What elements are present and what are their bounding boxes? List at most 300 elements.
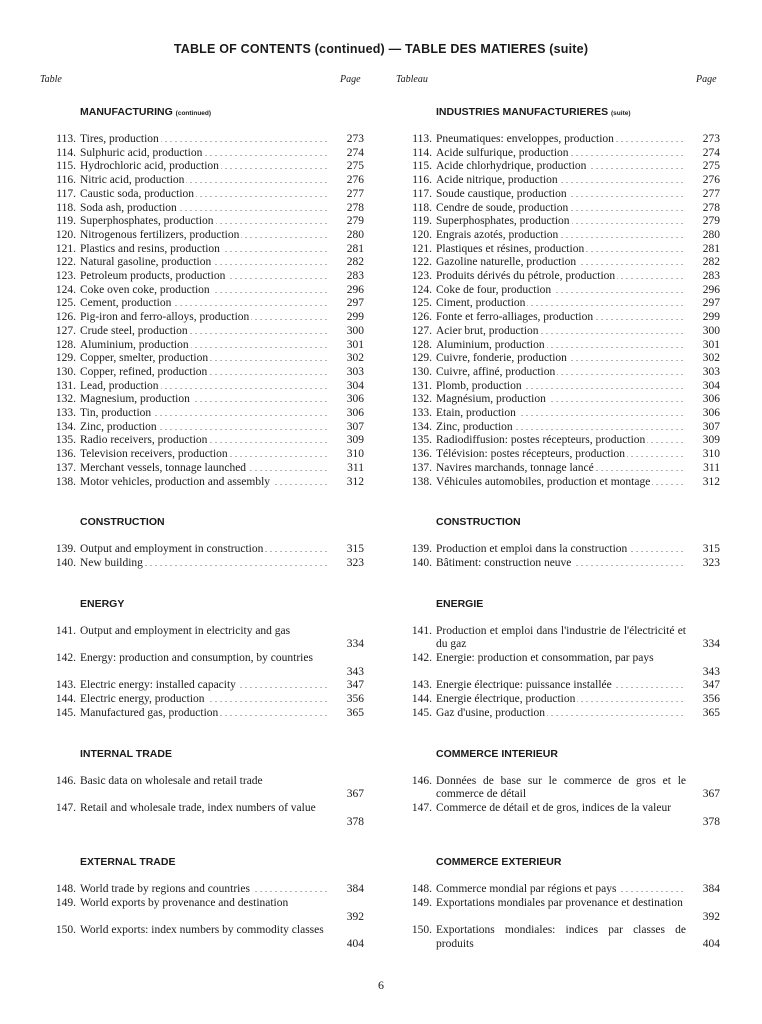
toc-entry[interactable] <box>40 339 364 353</box>
entry-number: 139. <box>411 543 432 556</box>
toc-entry[interactable] <box>40 707 364 721</box>
entry-title: Merchant vessels, tonnage launched . . . <box>80 462 330 476</box>
entry-title: Plomb, production . . . <box>436 380 686 394</box>
french-column <box>396 104 720 952</box>
entry-page: 278 <box>346 201 364 214</box>
entry-page: 282 <box>702 256 720 269</box>
entry-number: 115. <box>56 160 76 173</box>
entry-title: Energie: production et consommation, par pays <box>436 652 654 665</box>
entry-title: Navires marchands, tonnage lancé . . . <box>436 462 686 476</box>
entry-number: 122. <box>55 256 76 269</box>
entry-number: 125. <box>55 297 76 310</box>
section-title-suffix: (suite) <box>611 110 631 117</box>
toc-entry[interactable] <box>40 802 364 829</box>
entry-page: 310 <box>702 448 720 461</box>
entry-number: 150. <box>55 924 76 937</box>
entry-page: 283 <box>346 270 364 283</box>
entry-title: Electric energy: installed capacity . . . <box>80 679 330 693</box>
toc-entry[interactable] <box>396 707 720 721</box>
toc-entry[interactable] <box>40 366 364 380</box>
entry-title: Lead, production . . . <box>80 380 330 394</box>
entry-title: Fonte et ferro-alliages, production . . . <box>436 311 686 325</box>
section-title <box>436 514 720 530</box>
section-title <box>80 854 364 870</box>
entry-number: 129. <box>411 352 432 365</box>
section-title <box>436 854 720 870</box>
section-title <box>80 104 364 120</box>
toc-entry[interactable] <box>396 160 720 174</box>
toc-entry[interactable] <box>40 883 364 897</box>
entry-page: 301 <box>702 338 720 351</box>
toc-entry[interactable] <box>396 625 720 652</box>
toc-entry[interactable] <box>396 476 720 490</box>
toc-entry[interactable] <box>40 352 364 366</box>
entry-title: Nitric acid, production . . . <box>80 174 330 188</box>
toc-entry[interactable] <box>40 679 364 693</box>
entry-page: 392 <box>346 910 364 923</box>
entry-page: 279 <box>702 215 720 228</box>
section-energy <box>40 596 364 721</box>
entry-number: 120. <box>411 228 432 241</box>
entry-page: 356 <box>702 693 720 706</box>
entry-number: 127. <box>55 324 76 337</box>
entry-page: 282 <box>346 256 364 269</box>
toc-entry[interactable] <box>40 434 364 448</box>
toc-entry[interactable] <box>40 188 364 202</box>
entry-number: 113. <box>56 133 76 145</box>
entry-title: Etain, production . . . <box>436 407 686 421</box>
entry-number: 145. <box>411 706 432 719</box>
entry-number: 140. <box>55 556 76 569</box>
toc-entry[interactable] <box>40 284 364 298</box>
toc-entry[interactable] <box>40 256 364 270</box>
entry-page: 392 <box>702 910 720 923</box>
toc-entry[interactable] <box>40 476 364 490</box>
entry-page: 312 <box>346 475 364 488</box>
entry-title: Copper, smelter, production . . . <box>80 352 330 366</box>
entry-page: 274 <box>702 146 720 159</box>
entry-page: 306 <box>702 407 720 420</box>
entry-title: Energie électrique, production . . . <box>436 693 686 707</box>
section-external-trade <box>40 854 364 951</box>
toc-entry[interactable] <box>40 407 364 421</box>
entry-title: Crude steel, production . . . <box>80 325 330 339</box>
entry-title: Acide chlorhydrique, production . . . <box>436 160 686 174</box>
section-title-text: ENERGY <box>80 597 125 610</box>
entry-number: 122. <box>411 256 432 269</box>
toc-entry[interactable] <box>396 133 720 147</box>
entry-number: 146. <box>411 774 432 787</box>
toc-entry[interactable] <box>396 434 720 448</box>
entry-page: 297 <box>702 297 720 310</box>
toc-entry[interactable] <box>40 270 364 284</box>
entry-number: 139. <box>55 543 76 556</box>
entry-page: 278 <box>702 201 720 214</box>
entry-number: 148. <box>411 883 432 896</box>
entry-title: Retail and wholesale trade, index numbers of value <box>80 801 316 814</box>
entry-title: Véhicules automobiles, production et montage . . . <box>436 476 686 490</box>
entry-number: 116. <box>412 174 432 187</box>
entry-title: Output and employment in electricity and gas <box>80 624 291 637</box>
entry-number: 144. <box>55 693 76 706</box>
english-column <box>40 104 364 952</box>
entry-page: 302 <box>702 352 720 365</box>
entry-number: 126. <box>411 311 432 324</box>
section-title-text: EXTERNAL TRADE <box>80 856 176 869</box>
entry-number: 119. <box>412 215 432 228</box>
entry-page: 283 <box>702 270 720 283</box>
entry-title: Basic data on wholesale and retail trade <box>80 774 263 787</box>
toc-entry[interactable] <box>396 421 720 435</box>
toc-entry[interactable] <box>40 297 364 311</box>
entry-page: 273 <box>702 133 720 145</box>
entry-page: 281 <box>702 242 720 255</box>
toc-entry[interactable] <box>40 625 364 652</box>
entry-number: 135. <box>411 434 432 447</box>
entry-number: 144. <box>411 693 432 706</box>
section-title-text: COMMERCE INTERIEUR <box>436 747 558 760</box>
entry-number: 147. <box>411 801 432 814</box>
entry-title: Superphosphates, production . . . <box>436 215 686 229</box>
section-title-text: CONSTRUCTION <box>80 516 165 529</box>
entry-title: Magnesium, production . . . <box>80 393 330 407</box>
entry-title: Gazoline naturelle, production . . . <box>436 256 686 270</box>
section-construction <box>40 514 364 570</box>
toc-entry[interactable] <box>40 652 364 679</box>
entry-title: Manufactured gas, production . . . <box>80 707 330 721</box>
entry-number: 148. <box>55 883 76 896</box>
entry-title: Production et emploi dans la construction . . . <box>436 543 686 557</box>
entry-title: Cuivre, affiné, production . . . <box>436 366 686 380</box>
entry-page: 297 <box>346 297 364 310</box>
entry-title: Cuivre, fonderie, production . . . <box>436 352 686 366</box>
entry-number: 142. <box>411 652 432 665</box>
entry-number: 118. <box>412 201 432 214</box>
entry-page: 323 <box>346 556 364 569</box>
toc-entry[interactable] <box>396 147 720 161</box>
entry-number: 133. <box>411 407 432 420</box>
toc-entry[interactable] <box>40 202 364 216</box>
entry-number: 141. <box>411 624 432 637</box>
entry-title: Motor vehicles, production and assembly . . . <box>80 476 330 490</box>
toc-entry[interactable] <box>396 652 720 679</box>
entry-page: 300 <box>346 324 364 337</box>
entry-page: 303 <box>702 365 720 378</box>
entry-page: 334 <box>346 638 364 651</box>
toc-entry[interactable] <box>396 380 720 394</box>
entry-page: 309 <box>346 434 364 447</box>
entry-number: 113. <box>412 133 432 145</box>
entry-page: 315 <box>702 543 720 556</box>
entry-title: Electric energy, production . . . <box>80 693 330 707</box>
toc-entry[interactable] <box>396 883 720 897</box>
toc-entry[interactable] <box>396 775 720 802</box>
entry-title: Commerce de détail et de gros, indices de la valeur <box>436 801 672 814</box>
entry-page: 306 <box>702 393 720 406</box>
entry-page: 306 <box>346 393 364 406</box>
toc-entry[interactable] <box>396 284 720 298</box>
section-energy <box>396 596 720 721</box>
entry-title: Energie électrique: puissance installée . . . <box>436 679 686 693</box>
section-manufacturing <box>396 104 720 489</box>
entry-title: Données de base sur le commerce de gros et le commerce de détail <box>436 774 686 801</box>
entry-number: 120. <box>55 228 76 241</box>
toc-entry[interactable] <box>40 160 364 174</box>
toc-entry[interactable] <box>396 215 720 229</box>
entry-number: 123. <box>55 270 76 283</box>
entry-page: 367 <box>346 788 364 801</box>
toc-entry[interactable] <box>40 215 364 229</box>
entry-title: Caustic soda, production . . . <box>80 188 330 202</box>
entry-title: Gaz d'usine, production . . . <box>436 707 686 721</box>
entry-number: 114. <box>412 146 432 159</box>
section-title-text: CONSTRUCTION <box>436 516 521 529</box>
entry-title: Petroleum products, production . . . <box>80 270 330 284</box>
section-title-text: MANUFACTURING <box>80 106 173 118</box>
entry-page: 315 <box>346 543 364 556</box>
section-title <box>80 746 364 762</box>
toc-entry[interactable] <box>396 462 720 476</box>
entry-title: Radiodiffusion: postes récepteurs, production . . . <box>436 434 686 448</box>
entry-title: Soda ash, production . . . <box>80 202 330 216</box>
toc-entry[interactable] <box>40 243 364 257</box>
entry-title: Commerce mondial par régions et pays . . . <box>436 883 686 897</box>
entry-title: Soude caustique, production . . . <box>436 188 686 202</box>
section-external-trade <box>396 854 720 951</box>
toc-entry[interactable] <box>396 188 720 202</box>
toc-entry[interactable] <box>40 924 364 951</box>
entry-title: Tires, production . . . <box>80 133 330 147</box>
toc-entry[interactable] <box>40 133 364 147</box>
entry-title: Production et emploi dans l'industrie de l'électricité et du gaz <box>436 624 686 651</box>
entry-page: 277 <box>346 187 364 200</box>
page-title: TABLE OF CONTENTS (continued) — TABLE DES MATIERES (suite) <box>173 42 589 56</box>
toc-entry[interactable] <box>396 297 720 311</box>
entry-page: 311 <box>703 461 720 474</box>
entry-number: 136. <box>411 448 432 461</box>
toc-entry[interactable] <box>40 380 364 394</box>
toc-entry[interactable] <box>40 448 364 462</box>
toc-entry[interactable] <box>40 693 364 707</box>
entry-page: 356 <box>346 693 364 706</box>
entry-number: 147. <box>55 801 76 814</box>
toc-entry[interactable] <box>40 462 364 476</box>
entry-page: 307 <box>702 420 720 433</box>
toc-entry[interactable] <box>396 229 720 243</box>
toc-entry[interactable] <box>40 775 364 802</box>
toc-entry[interactable] <box>396 366 720 380</box>
entry-page: 275 <box>702 160 720 173</box>
entry-page: 367 <box>702 788 720 801</box>
toc-entry[interactable] <box>40 325 364 339</box>
entry-title: Acide nitrique, production . . . <box>436 174 686 188</box>
toc-entry[interactable] <box>396 393 720 407</box>
entry-page: 302 <box>346 352 364 365</box>
entry-page: 274 <box>346 146 364 159</box>
entry-title: World exports: index numbers by commodity classes <box>80 924 324 937</box>
entry-number: 117. <box>56 187 76 200</box>
header-table-en: Table <box>40 74 62 85</box>
entry-title: Coke oven coke, production . . . <box>80 284 330 298</box>
entry-title: Energy: production and consumption, by countries <box>80 652 313 665</box>
toc-entry[interactable] <box>396 924 720 951</box>
header-page-en: Page <box>340 74 361 85</box>
entry-page: 307 <box>346 420 364 433</box>
section-title <box>80 514 364 530</box>
entry-page: 312 <box>702 475 720 488</box>
entry-title: Superphosphates, production . . . <box>80 215 330 229</box>
toc-entry[interactable] <box>396 270 720 284</box>
entry-number: 138. <box>55 475 76 488</box>
entry-number: 131. <box>411 379 432 392</box>
toc-entry[interactable] <box>396 802 720 829</box>
toc-entry[interactable] <box>40 557 364 571</box>
entry-page: 404 <box>346 938 364 951</box>
section-title-suffix: (continued) <box>175 110 212 117</box>
entry-title: Pneumatiques: enveloppes, production . . . <box>436 133 686 147</box>
toc-entry[interactable] <box>40 393 364 407</box>
entry-number: 131. <box>55 379 76 392</box>
toc-entry[interactable] <box>40 897 364 924</box>
toc-entry[interactable] <box>396 325 720 339</box>
entry-number: 143. <box>411 679 432 692</box>
entry-page: 384 <box>702 883 720 896</box>
entry-title: Output and employment in construction . . . <box>80 543 330 557</box>
entry-title: Acide sulfurique, production . . . <box>436 147 686 161</box>
entry-page: 296 <box>702 283 720 296</box>
section-manufacturing <box>40 104 364 489</box>
entry-number: 116. <box>56 174 76 187</box>
entry-title: Coke de four, production . . . <box>436 284 686 298</box>
entry-page: 301 <box>346 338 364 351</box>
entry-number: 135. <box>55 434 76 447</box>
entry-number: 145. <box>55 706 76 719</box>
entry-page: 275 <box>346 160 364 173</box>
entry-number: 133. <box>55 407 76 420</box>
entry-page: 334 <box>702 638 720 651</box>
entry-number: 123. <box>411 270 432 283</box>
toc-entry[interactable] <box>396 352 720 366</box>
entry-page: 304 <box>346 379 364 392</box>
entry-page: 404 <box>702 938 720 951</box>
entry-page: 299 <box>702 311 720 324</box>
entry-number: 136. <box>55 448 76 461</box>
entry-page: 304 <box>702 379 720 392</box>
entry-title: Exportations mondiales: indices par classes de produits <box>436 924 686 951</box>
entry-number: 124. <box>411 283 432 296</box>
entry-number: 146. <box>55 774 76 787</box>
entry-page: 300 <box>702 324 720 337</box>
toc-entry[interactable] <box>40 311 364 325</box>
entry-number: 140. <box>411 556 432 569</box>
entry-number: 137. <box>411 461 432 474</box>
toc-entry[interactable] <box>396 256 720 270</box>
section-title-text: ENERGIE <box>436 597 484 610</box>
entry-title: Bâtiment: construction neuve . . . <box>436 557 686 571</box>
toc-entry[interactable] <box>396 243 720 257</box>
section-construction <box>396 514 720 570</box>
toc-entry[interactable] <box>40 543 364 557</box>
entry-number: 150. <box>411 924 432 937</box>
entry-page: 384 <box>346 883 364 896</box>
entry-title: Cement, production . . . <box>80 297 330 311</box>
page-number: 6 <box>378 978 384 992</box>
entry-title: Hydrochloric acid, production . . . <box>80 160 330 174</box>
entry-title: Nitrogenous fertilizers, production . . . <box>80 229 330 243</box>
section-title-text: COMMERCE EXTERIEUR <box>436 856 562 869</box>
entry-number: 128. <box>411 338 432 351</box>
entry-number: 121. <box>411 242 432 255</box>
toc-entry[interactable] <box>396 448 720 462</box>
entry-number: 119. <box>56 215 76 228</box>
toc-entry[interactable] <box>40 147 364 161</box>
header-table-fr: Tableau <box>396 74 428 85</box>
toc-entry[interactable] <box>396 693 720 707</box>
entry-number: 130. <box>55 365 76 378</box>
entry-title: Television receivers, production . . . <box>80 448 330 462</box>
toc-entry[interactable] <box>396 202 720 216</box>
toc-entry[interactable] <box>396 543 720 557</box>
toc-entry[interactable] <box>396 897 720 924</box>
toc-entry[interactable] <box>396 311 720 325</box>
toc-entry[interactable] <box>396 557 720 571</box>
entry-number: 137. <box>55 461 76 474</box>
entry-title: Zinc, production . . . <box>80 421 330 435</box>
entry-page: 281 <box>346 242 364 255</box>
entry-title: World trade by regions and countries . . . <box>80 883 330 897</box>
entry-number: 130. <box>411 365 432 378</box>
toc-entry[interactable] <box>40 174 364 188</box>
toc-entry[interactable] <box>40 421 364 435</box>
entry-number: 128. <box>55 338 76 351</box>
section-internal-trade <box>40 746 364 830</box>
section-internal-trade <box>396 746 720 830</box>
toc-entry[interactable] <box>396 339 720 353</box>
entry-page: 299 <box>346 311 364 324</box>
entry-title: Aluminium, production . . . <box>436 339 686 353</box>
entry-title: Acier brut, production . . . <box>436 325 686 339</box>
entry-number: 132. <box>411 393 432 406</box>
entry-page: 279 <box>346 215 364 228</box>
entry-page: 306 <box>346 407 364 420</box>
entry-number: 141. <box>55 624 76 637</box>
toc-entry[interactable] <box>40 229 364 243</box>
entry-page: 378 <box>346 815 364 828</box>
toc-entry[interactable] <box>396 174 720 188</box>
entry-title: Plastics and resins, production . . . <box>80 243 330 257</box>
entry-title: Copper, refined, production . . . <box>80 366 330 380</box>
entry-page: 378 <box>702 815 720 828</box>
toc-entry[interactable] <box>396 407 720 421</box>
entry-title: Tin, production . . . <box>80 407 330 421</box>
entry-number: 138. <box>411 475 432 488</box>
section-title-text: INTERNAL TRADE <box>80 747 172 760</box>
entry-number: 114. <box>56 146 76 159</box>
entry-title: Ciment, production . . . <box>436 297 686 311</box>
entry-title: Exportations mondiales par provenance et destination <box>436 897 683 910</box>
entry-page: 280 <box>346 228 364 241</box>
section-title <box>436 104 720 120</box>
toc-entry[interactable] <box>396 679 720 693</box>
entry-title: Pig-iron and ferro-alloys, production . . . <box>80 311 330 325</box>
entry-number: 149. <box>411 897 432 910</box>
entry-page: 309 <box>702 434 720 447</box>
entry-page: 273 <box>346 133 364 145</box>
entry-page: 310 <box>346 448 364 461</box>
section-title-text: INDUSTRIES MANUFACTURIERES <box>436 106 609 118</box>
entry-title: Engrais azotés, production . . . <box>436 229 686 243</box>
header-page-fr: Page <box>696 74 717 85</box>
